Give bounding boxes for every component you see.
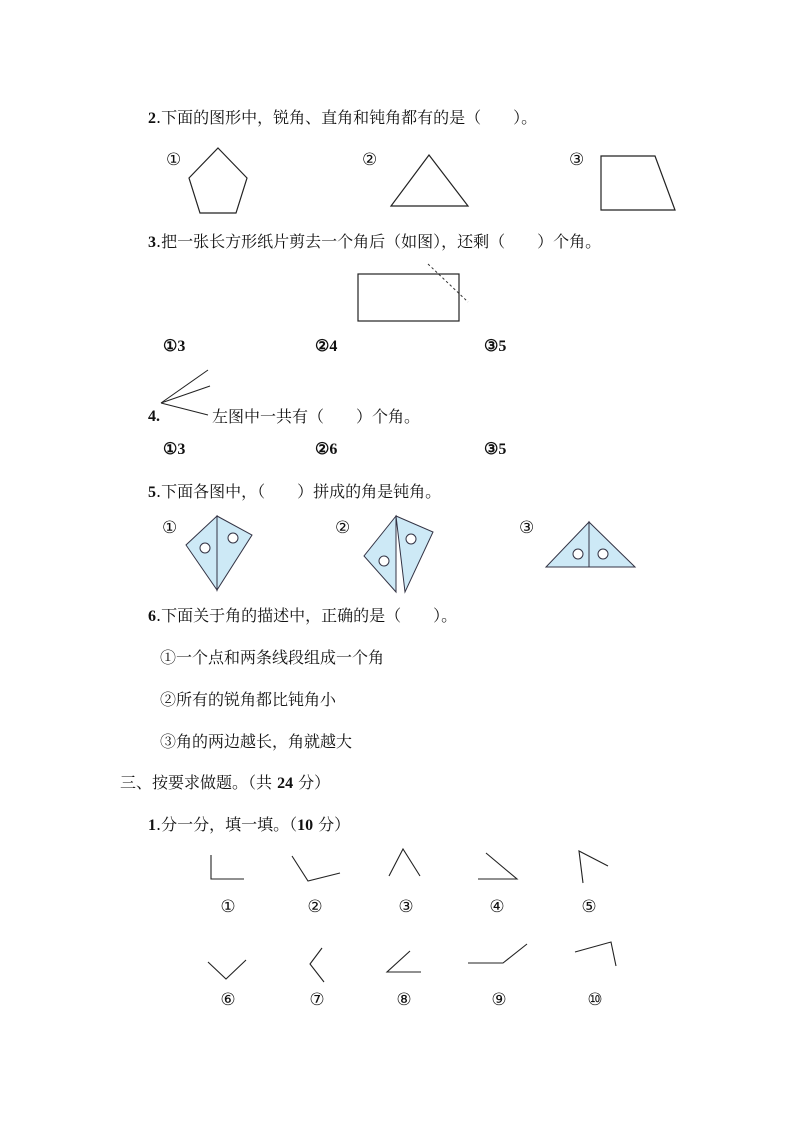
q4-option-1: ①3 bbox=[163, 441, 186, 458]
set-squares-figure-3 bbox=[542, 518, 642, 573]
pentagon-figure bbox=[185, 140, 255, 220]
angle-figure-8 bbox=[383, 946, 425, 976]
q4-number: 4. bbox=[148, 408, 160, 425]
angle-figure-5 bbox=[575, 846, 615, 886]
q3-number: 3 bbox=[148, 234, 156, 251]
angle-label-2: ② bbox=[307, 897, 323, 917]
angle-label-4: ④ bbox=[489, 897, 505, 917]
q3-text: .把一张长方形纸片剪去一个角后（如图），还剩（ ）个角。 bbox=[156, 232, 602, 251]
q6-number: 6 bbox=[148, 608, 156, 625]
angle-figure-1 bbox=[205, 850, 250, 885]
q6-option-2: ②所有的锐角都比钝角小 bbox=[160, 690, 337, 709]
q2-option-3-marker: ③ bbox=[569, 150, 585, 170]
q5-stem bbox=[148, 482, 441, 503]
angle-label-5: ⑤ bbox=[581, 897, 597, 917]
s3q1-text-b: 分） bbox=[313, 815, 351, 834]
q5-number: 5 bbox=[148, 484, 156, 501]
q3-option-2: ②4 bbox=[315, 338, 338, 355]
q5-option-3-marker: ③ bbox=[519, 518, 535, 538]
q2-option-2-marker: ② bbox=[362, 150, 378, 170]
section-3-title bbox=[120, 773, 330, 794]
q5-option-2-marker: ② bbox=[335, 518, 351, 538]
s3q1-text-a: .分一分，填一填。（ bbox=[156, 815, 298, 834]
angle-label-10: ⑩ bbox=[587, 990, 603, 1010]
set-squares-figure-2 bbox=[360, 512, 445, 597]
set-squares-figure-1 bbox=[180, 510, 260, 595]
angle-figure-4 bbox=[474, 848, 524, 884]
angle-label-1: ① bbox=[220, 897, 236, 917]
trapezoid-figure bbox=[595, 150, 685, 215]
q2-option-1-marker: ① bbox=[166, 150, 182, 170]
angle-figure-10 bbox=[572, 938, 622, 970]
angle-label-3: ③ bbox=[398, 897, 414, 917]
q6-text: .下面关于角的描述中，正确的是（ ）。 bbox=[156, 606, 458, 625]
angle-figure-6 bbox=[204, 956, 250, 986]
q5-text: .下面各图中，（ ）拼成的角是钝角。 bbox=[156, 482, 442, 501]
angle-label-6: ⑥ bbox=[220, 990, 236, 1010]
q2-number: 2 bbox=[148, 110, 156, 127]
q4-option-3: ③5 bbox=[484, 441, 507, 458]
cut-rectangle-figure bbox=[352, 262, 477, 328]
s3q1-number: 1 bbox=[148, 817, 156, 834]
q2-text: .下面的图形中，锐角、直角和钝角都有的是（ ）。 bbox=[156, 108, 538, 127]
section-3-title-b: 分） bbox=[293, 773, 331, 792]
q6-stem bbox=[148, 606, 457, 627]
section-3-points: 24 bbox=[277, 775, 294, 792]
angle-figure-9 bbox=[465, 940, 531, 968]
section-3-title-a: 三、按要求做题。（共 bbox=[120, 773, 278, 792]
angles-fan-figure bbox=[155, 364, 215, 434]
q4-text: 左图中一共有（ ）个角。 bbox=[212, 407, 421, 426]
q6-option-3: ③角的两边越长，角就越大 bbox=[160, 732, 353, 751]
triangle-figure bbox=[385, 148, 475, 213]
s3q1-stem bbox=[148, 815, 350, 836]
angle-label-8: ⑧ bbox=[396, 990, 412, 1010]
q4-option-2: ②6 bbox=[315, 441, 338, 458]
q6-option-1: ①一个点和两条线段组成一个角 bbox=[160, 648, 385, 667]
q3-option-3: ③5 bbox=[484, 338, 507, 355]
s3q1-points: 10 bbox=[297, 817, 314, 834]
angle-label-9: ⑨ bbox=[491, 990, 507, 1010]
q2-stem bbox=[148, 108, 537, 129]
angle-figure-3 bbox=[385, 845, 425, 880]
q5-option-1-marker: ① bbox=[162, 518, 178, 538]
angle-label-7: ⑦ bbox=[309, 990, 325, 1010]
q3-option-1: ①3 bbox=[163, 338, 186, 355]
angle-figure-2 bbox=[288, 852, 346, 887]
q3-stem bbox=[148, 232, 601, 253]
angle-figure-7 bbox=[305, 944, 329, 986]
